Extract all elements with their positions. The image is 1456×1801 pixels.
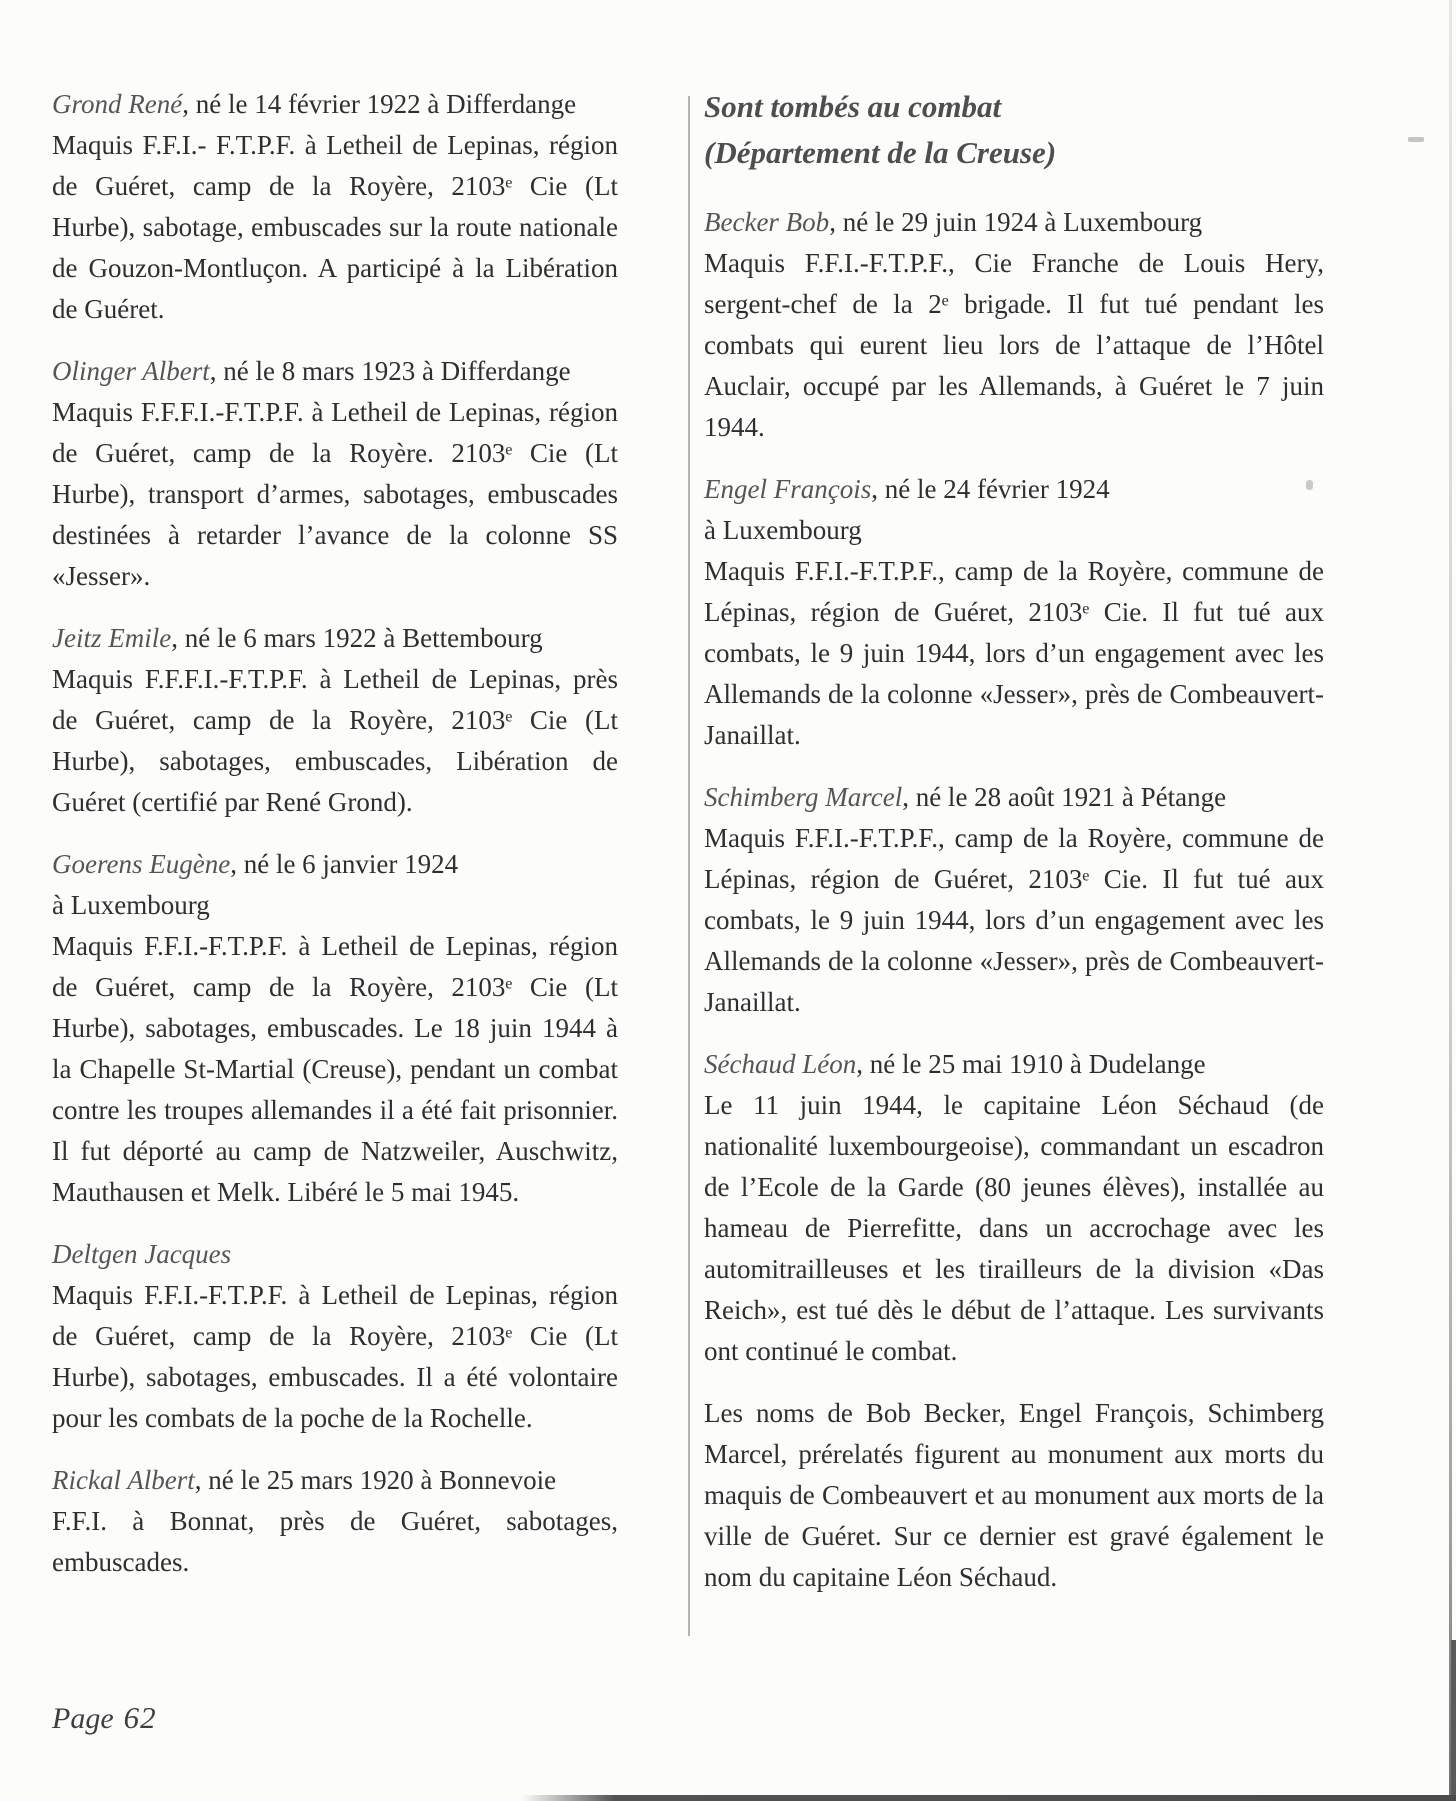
entry-body: Maquis F.F.F.I.-F.T.P.F. à Letheil de Lepinas, près de Guéret, camp de la Royère, 2103ᵉ Cie (Lt Hurbe), sabotages, embuscades, Libération de Guéret (certifié par René Grond). [52,664,618,817]
entry-body: Maquis F.F.I.-F.T.P.F., camp de la Royère, commune de Lépinas, région de Guéret, 2103ᵉ Cie. Il fut tué aux combats, le 9 juin 1944, lors d’un engagement avec les Allemands de la colonne «Jesser», près de Combeauvert-Janaillat. [704,556,1324,750]
entry-birth-info: , né le 14 février 1922 à Differdange [182,89,577,119]
entry-body: Maquis F.F.I.-F.T.P.F., Cie Franche de Louis Hery, sergent-chef de la 2ᵉ brigade. Il fut tué pendant les combats qui eurent lieu lors de l’attaque de l’Hôtel Auclair, occupé par les Allemands, à Guéret le 7 juin 1944. [704,248,1324,442]
entry-birth-place: à Luxembourg [52,890,210,920]
entry-body: Le 11 juin 1944, le capitaine Léon Séchaud (de nationalité luxembourgeoise), commandant un escadron de l’Ecole de la Garde (80 jeunes élèves), installée au hameau de Pierrefitte, dans un accrochage avec les automitrailleuses et les tirailleurs de la division «Das Reich», est tué dès le début de l’attaque. Les survivants ont continué le combat. [704,1090,1324,1366]
fallen-entry-schimberg-marcel [704,777,1324,1023]
entry-head [52,618,618,659]
entry-name: Schimberg Marcel [704,782,903,812]
entry-birth-info: , né le 6 mars 1922 à Bettembourg [171,623,543,653]
closing-paragraph: Les noms de Bob Becker, Engel François, Schimberg Marcel, prérelatés figurent au monument aux morts du maquis de Combeauvert et au monument aux morts de la ville de Guéret. Sur ce dernier est gravé également le nom du capitaine Léon Séchaud. [704,1398,1324,1592]
left-column [52,84,618,1604]
scan-edge-artifact-right [1449,0,1452,1801]
entry-name: Séchaud Léon [704,1049,857,1079]
entry-birth-info: , né le 25 mai 1910 à Dudelange [856,1049,1206,1079]
scan-speck-artifact [1306,480,1313,490]
scan-edge-artifact-right-dark [1451,1640,1456,1801]
entry-name: Goerens Eugène [52,849,231,879]
entry-head [52,1460,618,1501]
entry-body: Maquis F.F.I.-F.T.P.F. à Letheil de Lepinas, région de Guéret, camp de la Royère, 2103ᵉ Cie (Lt Hurbe), sabotages, embuscades. Il a été volontaire pour les combats de la poche de la Rochelle. [52,1280,618,1433]
entry-head [704,202,1324,243]
page-footer [52,1700,157,1736]
right-column [704,84,1324,1598]
entry-body: Maquis F.F.I.-F.T.P.F. à Letheil de Lepinas, région de Guéret, camp de la Royère, 2103ᵉ Cie (Lt Hurbe), sabotages, embuscades. Le 18 juin 1944 à la Chapelle St-Martial (Creuse), pendant un combat contre les troupes allemandes il a été fait prisonnier. Il fut déporté au camp de Natzweiler, Auschwitz, Mauthausen et Melk. Libéré le 5 mai 1945. [52,931,618,1207]
entry-head [52,84,618,125]
entry-name: Grond René [52,89,183,119]
entry-head [52,844,618,885]
entry-name: Deltgen Jacques [52,1239,232,1269]
section-heading [704,84,1324,176]
entry-birth-info: , né le 24 février 1924 [871,474,1110,504]
entry-name: Rickal Albert [52,1465,195,1495]
entry-head [52,1234,618,1275]
entry-birth-info: , né le 25 mars 1920 à Bonnevoie [194,1465,557,1495]
entry-birth-info: , né le 28 août 1921 à Pétange [902,782,1227,812]
entry-body: Maquis F.F.F.I.-F.T.P.F. à Letheil de Lepinas, région de Guéret, camp de la Royère. 2103ᵉ Cie (Lt Hurbe), transport d’armes, sabotages, embuscades destinées à retarder l’avance de la colonne SS «Jesser». [52,397,618,591]
section-heading-line1: Sont tombés au combat [704,89,1002,124]
resistant-entry-grond-rene [52,84,618,330]
entry-body: Maquis F.F.I.-F.T.P.F., camp de la Royère, commune de Lépinas, région de Guéret, 2103ᵉ Cie. Il fut tué aux combats, le 9 juin 1944, lors d’un engagement avec les Allemands de la colonne «Jesser», près de Combeauvert-Janaillat. [704,823,1324,1017]
entry-birth-place: à Luxembourg [704,515,862,545]
footer-page-number: 62 [123,1700,157,1735]
fallen-entry-sechaud-leon [704,1044,1324,1372]
entry-head [704,777,1324,818]
entry-head [704,1044,1324,1085]
entry-name: Engel François [704,474,872,504]
entry-name: Becker Bob [704,207,830,237]
resistant-entry-goerens-eugene [52,844,618,1213]
section-heading-line2: (Département de la Creuse) [704,135,1057,170]
resistant-entry-deltgen-jacques [52,1234,618,1439]
resistant-entry-olinger-albert [52,351,618,597]
entry-name: Jeitz Emile [52,623,172,653]
entry-birth-info: , né le 29 juin 1924 à Luxembourg [829,207,1203,237]
footer-page-label: Page [52,1702,114,1735]
scan-edge-artifact-bottom [522,1795,1456,1801]
entry-birth-info: , né le 6 janvier 1924 [230,849,459,879]
scan-speck-artifact [1408,137,1424,142]
entry-birth-info: , né le 8 mars 1923 à Differdange [209,356,571,386]
column-divider [688,96,690,1636]
resistant-entry-jeitz-emile [52,618,618,823]
entry-head [704,469,1324,510]
fallen-entry-becker-bob [704,202,1324,448]
entry-body: Maquis F.F.I.- F.T.P.F. à Letheil de Lepinas, région de Guéret, camp de la Royère, 2103ᵉ Cie (Lt Hurbe), sabotage, embuscades sur la route nationale de Gouzon-Montluçon. A participé à la Libération de Guéret. [52,130,618,324]
entry-body: F.F.I. à Bonnat, près de Guéret, sabotages, embuscades. [52,1506,618,1577]
entry-name: Olinger Albert [52,356,210,386]
entry-head [52,351,618,392]
fallen-entry-engel-francois [704,469,1324,756]
resistant-entry-rickal-albert [52,1460,618,1583]
